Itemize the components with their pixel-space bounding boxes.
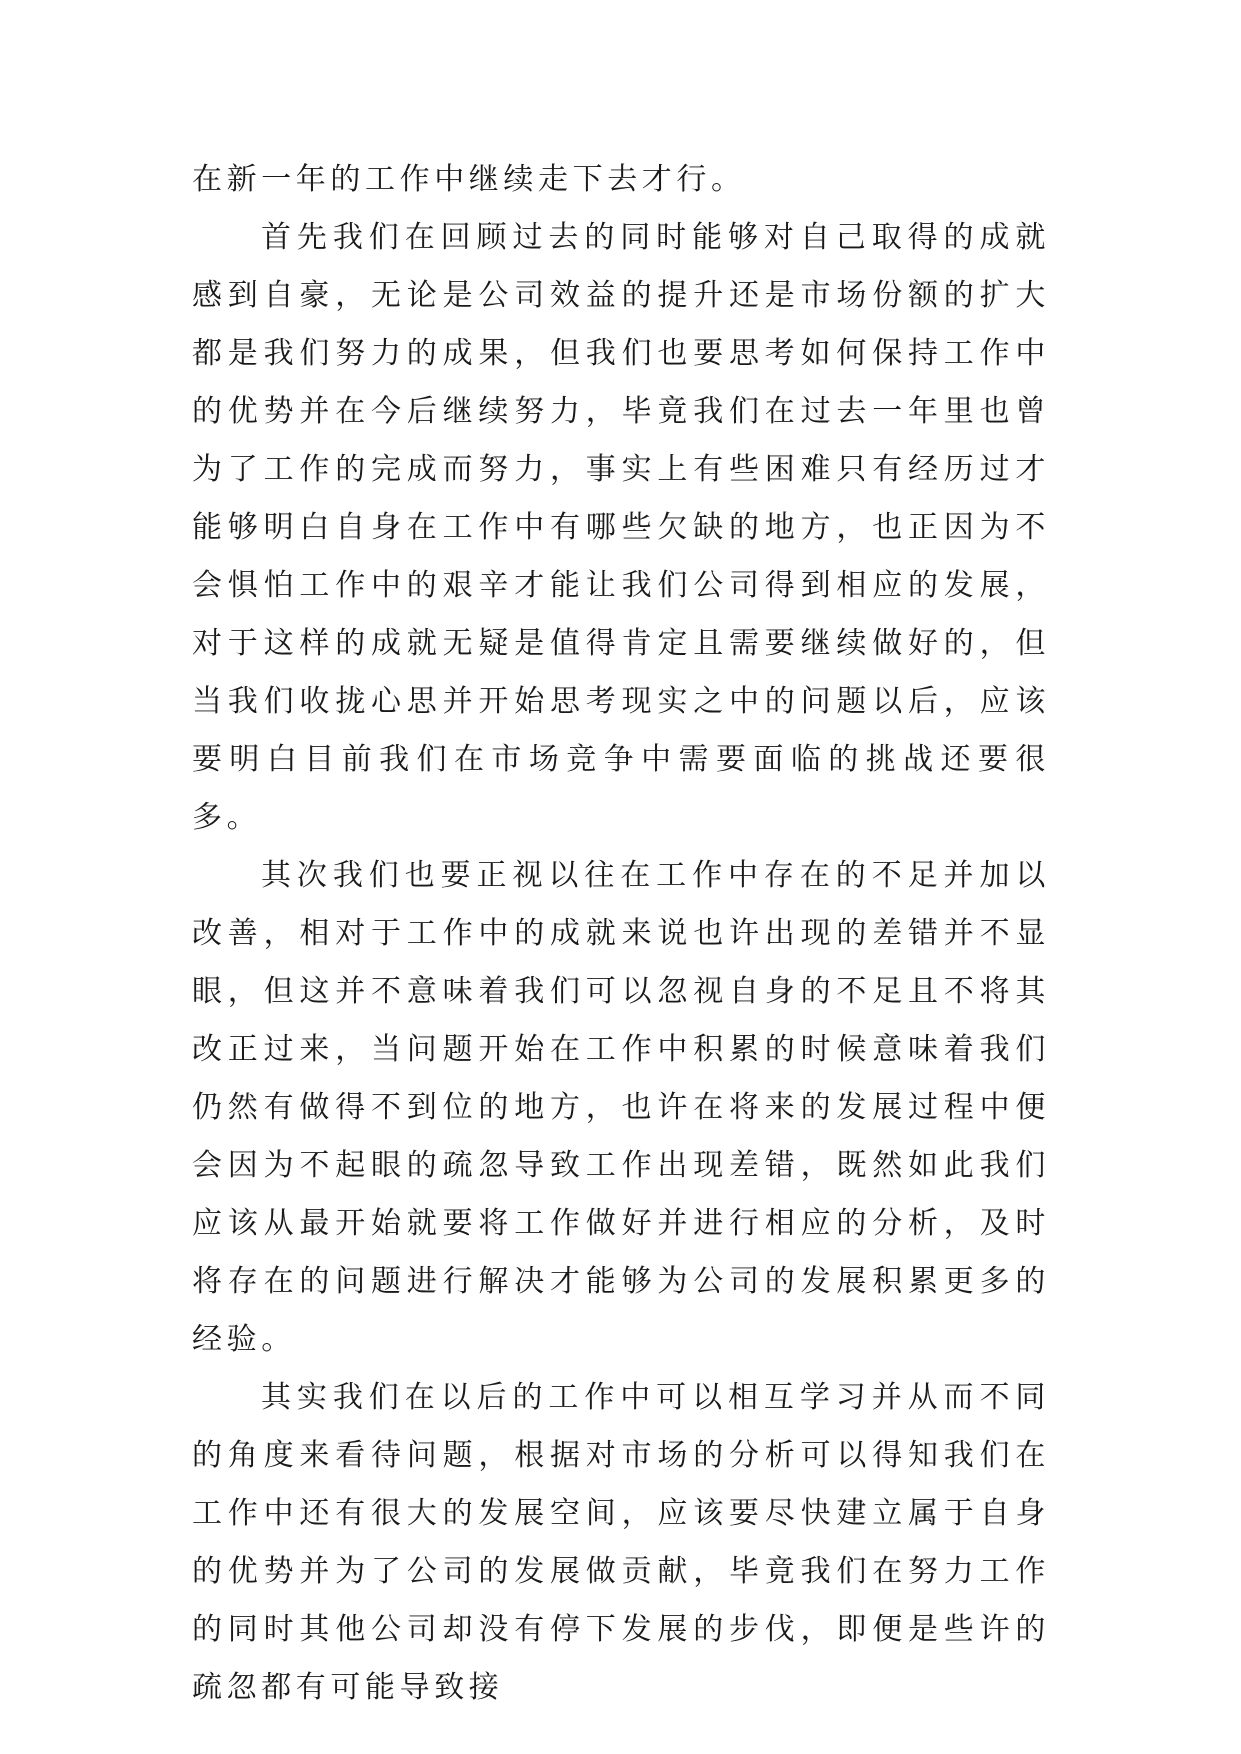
paragraph-continuation: 在新一年的工作中继续走下去才行。	[192, 162, 746, 197]
paragraph-shortcomings: 其次我们也要正视以往在工作中存在的不足并加以改善，相对于工作中的成就来说也许出现的差错并不显眼，但这并不意味着我们可以忽视自身的不足且不将其改正过来，当问题开始在工作中积累的时候意味着我们仍然有做得不到位的地方，也许在将来的发展过程中便会因为不起眼的疏忽导致工作出现差错，既然如此我们应该从最开始就要将工作做好并进行相应的分析，及时将存在的问题进行解决才能够为公司的发展积累更多的经验。	[192, 858, 1050, 1357]
document-body	[192, 151, 1050, 1717]
paragraph-future-work: 其实我们在以后的工作中可以相互学习并从而不同的角度来看待问题，根据对市场的分析可以得知我们在工作中还有很大的发展空间，应该要尽快建立属于自身的优势并为了公司的发展做贡献，毕竟我们在努力工作的同时其他公司却没有停下发展的步伐，即便是些许的疏忽都有可能导致接	[192, 1380, 1050, 1705]
paragraph-achievements: 首先我们在回顾过去的同时能够对自己取得的成就感到自豪，无论是公司效益的提升还是市场份额的扩大都是我们努力的成果，但我们也要思考如何保持工作中的优势并在今后继续努力，毕竟我们在过去一年里也曾为了工作的完成而努力，事实上有些困难只有经历过才能够明白自身在工作中有哪些欠缺的地方，也正因为不会惧怕工作中的艰辛才能让我们公司得到相应的发展，对于这样的成就无疑是值得肯定且需要继续做好的，但当我们收拢心思并开始思考现实之中的问题以后，应该要明白目前我们在市场竞争中需要面临的挑战还要很多。	[192, 220, 1050, 835]
